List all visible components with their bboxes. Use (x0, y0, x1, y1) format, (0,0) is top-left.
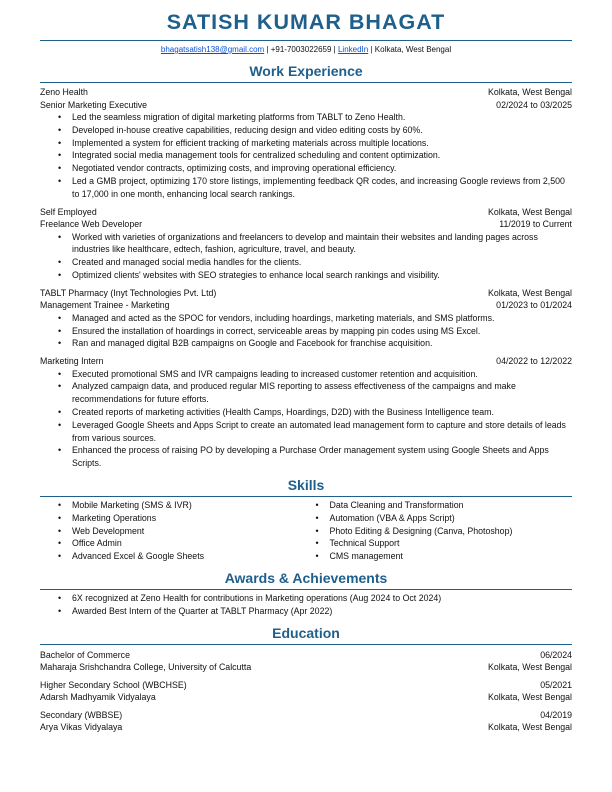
list-item: • Worked with varieties of organizations and freelancers to develop and maintain their websites and landing pages across industries like healthcare, edtech, fashion, agriculture, travel, and beauty. (72, 231, 572, 257)
list-item: • Analyzed campaign data, and produced regular MIS reporting to assess effectiveness of the campaigns and make recommendations for future efforts. (72, 380, 572, 406)
list-item: • Automation (VBA & Apps Script) (330, 512, 573, 525)
awards-section (40, 569, 572, 618)
experience-divider (40, 82, 572, 83)
list-item: • Awarded Best Intern of the Quarter at TABLT Pharmacy (Apr 2022) (72, 605, 572, 618)
contact-separator: | (264, 45, 271, 54)
job-dates: 04/2022 to 12/2022 (496, 356, 572, 367)
list-item: • Enhanced the process of raising PO by developing a Purchase Order management system using Google Sheets and Apps Scripts. (72, 444, 572, 470)
job-entry (40, 206, 572, 282)
list-item: • Web Development (72, 525, 315, 538)
candidate-name: SATISH KUMAR BHAGAT (166, 10, 446, 34)
email-link[interactable]: bhagatsatish138@gmail.com (160, 45, 265, 54)
list-item: • Mobile Marketing (SMS & IVR) (72, 499, 315, 512)
list-item: • Led a GMB project, optimizing 170 store listings, implementing feedback QR codes, and increasing Google reviews from 2,500 to 17,000 in one month, enhancing local search rankings. (72, 175, 572, 201)
list-item: • Leveraged Google Sheets and Apps Script to create an automated lead management form to capture and store details of leads from various sources. (72, 419, 572, 445)
job-bullets (40, 368, 572, 470)
list-item: • Created reports of marketing activities (Health Camps, Hoardings, D2D) with the Business Intelligence team. (72, 406, 572, 419)
list-item: • Data Cleaning and Transformation (330, 499, 573, 512)
job-location: Kolkata, West Bengal (488, 206, 572, 217)
list-item: • Photo Editing & Designing (Canva, Photoshop) (330, 525, 573, 538)
list-item: • Developed in-house creative capabilities, reducing design and video editing costs by 60%. (72, 124, 572, 137)
list-item: • Technical Support (330, 537, 573, 550)
list-item: • Ran and managed digital B2B campaigns on Google and Facebook for franchise acquisition. (72, 337, 572, 350)
job-bullets (40, 312, 572, 350)
job-entry (40, 287, 572, 350)
list-item: • Led the seamless migration of digital marketing platforms from TABLT to Zeno Health. (72, 111, 572, 124)
list-item: • Negotiated vendor contracts, optimizing costs, and improving operational efficiency. (72, 162, 572, 175)
list-item: • Integrated social media management tools for centralized scheduling and content optimization. (72, 149, 572, 162)
job-dates: 11/2019 to Current (499, 219, 572, 230)
list-item: • CMS management (330, 550, 573, 563)
job-role: Freelance Web Developer (40, 219, 143, 230)
list-item: • Optimized clients' websites with SEO strategies to enhance local search rankings and visibility. (72, 269, 572, 282)
education-degree: Higher Secondary School (WBCHSE) (40, 679, 187, 690)
contact-separator: | (368, 45, 375, 54)
linkedin-link[interactable]: LinkedIn (337, 45, 369, 54)
awards-divider (40, 589, 572, 590)
education-entry (40, 679, 572, 704)
education-location: Kolkata, West Bengal (488, 692, 572, 703)
phone-number: +91-7003022659 (270, 45, 332, 54)
list-item: • Implemented a system for efficient tracking of marketing materials across multiple locations. (72, 137, 572, 150)
education-section (40, 624, 572, 734)
contact-line (40, 44, 572, 55)
skills-heading: Skills (287, 477, 325, 494)
experience-section (40, 62, 572, 470)
education-entry (40, 649, 572, 674)
education-divider (40, 644, 572, 645)
job-company: TABLT Pharmacy (Inyt Technologies Pvt. Ltd) (40, 287, 217, 298)
list-item: • Created and managed social media handles for the clients. (72, 256, 572, 269)
job-role: Senior Marketing Executive (40, 99, 148, 110)
awards-heading: Awards & Achievements (224, 570, 388, 587)
awards-list (40, 592, 572, 618)
education-location: Kolkata, West Bengal (488, 662, 572, 673)
header-divider (40, 40, 572, 41)
list-item: • Marketing Operations (72, 512, 315, 525)
list-item: • Ensured the installation of hoardings in correct, serviceable areas by mapping pin codes using MS Excel. (72, 325, 572, 338)
skills-divider (40, 496, 572, 497)
list-item: • Executed promotional SMS and IVR campaigns leading to increased customer retention and acquisition. (72, 368, 572, 381)
skills-column-right (315, 499, 573, 563)
education-date: 05/2021 (540, 679, 572, 690)
job-location: Kolkata, West Bengal (488, 87, 572, 97)
education-date: 06/2024 (540, 649, 572, 660)
job-role: Marketing Intern (40, 356, 104, 367)
job-dates: 01/2023 to 01/2024 (496, 300, 572, 311)
job-role: Management Trainee - Marketing (40, 300, 170, 311)
education-school: Adarsh Madhyamik Vidyalaya (40, 692, 156, 703)
job-company: Self Employed (40, 206, 97, 217)
skills-section (40, 476, 572, 563)
contact-separator: | (331, 45, 338, 54)
education-location: Kolkata, West Bengal (488, 722, 572, 733)
education-date: 04/2019 (540, 709, 572, 720)
education-school: Maharaja Srishchandra College, University of Calcutta (40, 662, 252, 673)
job-bullets (40, 231, 572, 282)
education-entry (40, 709, 572, 734)
list-item: • 6X recognized at Zeno Health for contributions in Marketing operations (Aug 2024 to Oct 2024) (72, 592, 572, 605)
skills-list (40, 499, 572, 563)
job-bullets (40, 111, 572, 201)
job-dates: 02/2024 to 03/2025 (496, 99, 572, 110)
list-item: • Advanced Excel & Google Sheets (72, 550, 315, 563)
experience-heading: Work Experience (249, 63, 363, 79)
job-entry (40, 86, 572, 201)
job-entry (40, 355, 572, 470)
list-item: • Office Admin (72, 537, 315, 550)
education-degree: Secondary (WBBSE) (40, 709, 123, 720)
education-heading: Education (272, 624, 340, 641)
contact-location: Kolkata, West Bengal (374, 45, 452, 54)
education-degree: Bachelor of Commerce (40, 649, 130, 660)
education-school: Arya Vikas Vidyalaya (40, 722, 123, 733)
list-item: • Managed and acted as the SPOC for vendors, including hoardings, marketing materials, and SMS platforms. (72, 312, 572, 325)
job-company: Zeno Health (40, 87, 88, 97)
job-location: Kolkata, West Bengal (488, 287, 572, 298)
skills-column-left (72, 499, 315, 563)
